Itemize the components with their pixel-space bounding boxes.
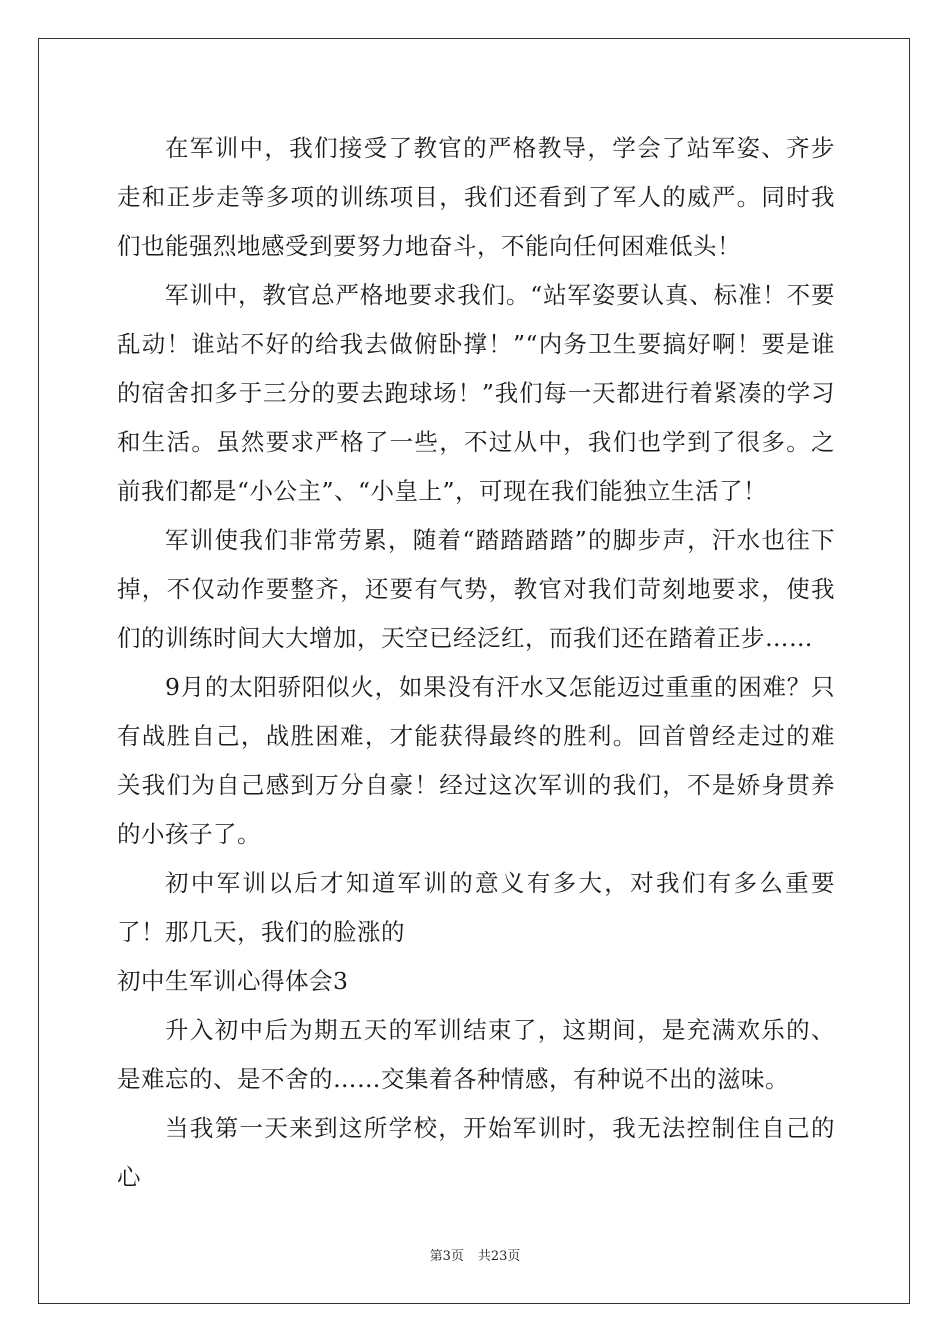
paragraph-1: 在军训中，我们接受了教官的严格教导，学会了站军姿、齐步走和正步走等多项的训练项目，我们还看到了军人的威严。同时我们也能强烈地感受到要努力地奋斗，不能向任何困难低头！ (117, 134, 835, 260)
page-number: 第3页 (429, 1249, 464, 1264)
section-heading: 初中生军训心得体会3 (117, 967, 349, 995)
paragraph-6: 升入初中后为期五天的军训结束了，这期间，是充满欢乐的、是难忘的、是不舍的……交集着各种情感，有种说不出的滋味。 (117, 1016, 835, 1093)
paragraph-2: 军训中，教官总严格地要求我们。“站军姿要认真、标准！不要乱动！谁站不好的给我去做俯卧撑！”“内务卫生要搞好啊！要是谁的宿舍扣多于三分的要去跑球场！”我们每一天都进行着紧凑的学习和生活。虽然要求严格了一些，不过从中，我们也学到了很多。之前我们都是“小公主”、“小皇上”，可现在我们能独立生活了！ (117, 281, 835, 505)
page-total: 共23页 (477, 1249, 521, 1264)
paragraph-4: 9月的太阳骄阳似火，如果没有汗水又怎能迈过重重的困难？只有战胜自己，战胜困难，才能获得最终的胜利。回首曾经走过的难关我们为自己感到万分自豪！经过这次军训的我们，不是娇身贯养的小孩子了。 (117, 673, 835, 848)
page-footer (0, 1245, 950, 1264)
document-body (117, 124, 835, 1202)
paragraph-3: 军训使我们非常劳累，随着“踏踏踏踏”的脚步声，汗水也往下掉，不仅动作要整齐，还要有气势，教官对我们苛刻地要求，使我们的训练时间大大增加，天空已经泛红，而我们还在踏着正步…… (117, 526, 835, 652)
paragraph-5: 初中军训以后才知道军训的意义有多大，对我们有多么重要了！那几天，我们的脸涨的 (117, 869, 835, 946)
paragraph-7: 当我第一天来到这所学校，开始军训时，我无法控制住自己的心 (117, 1114, 835, 1191)
